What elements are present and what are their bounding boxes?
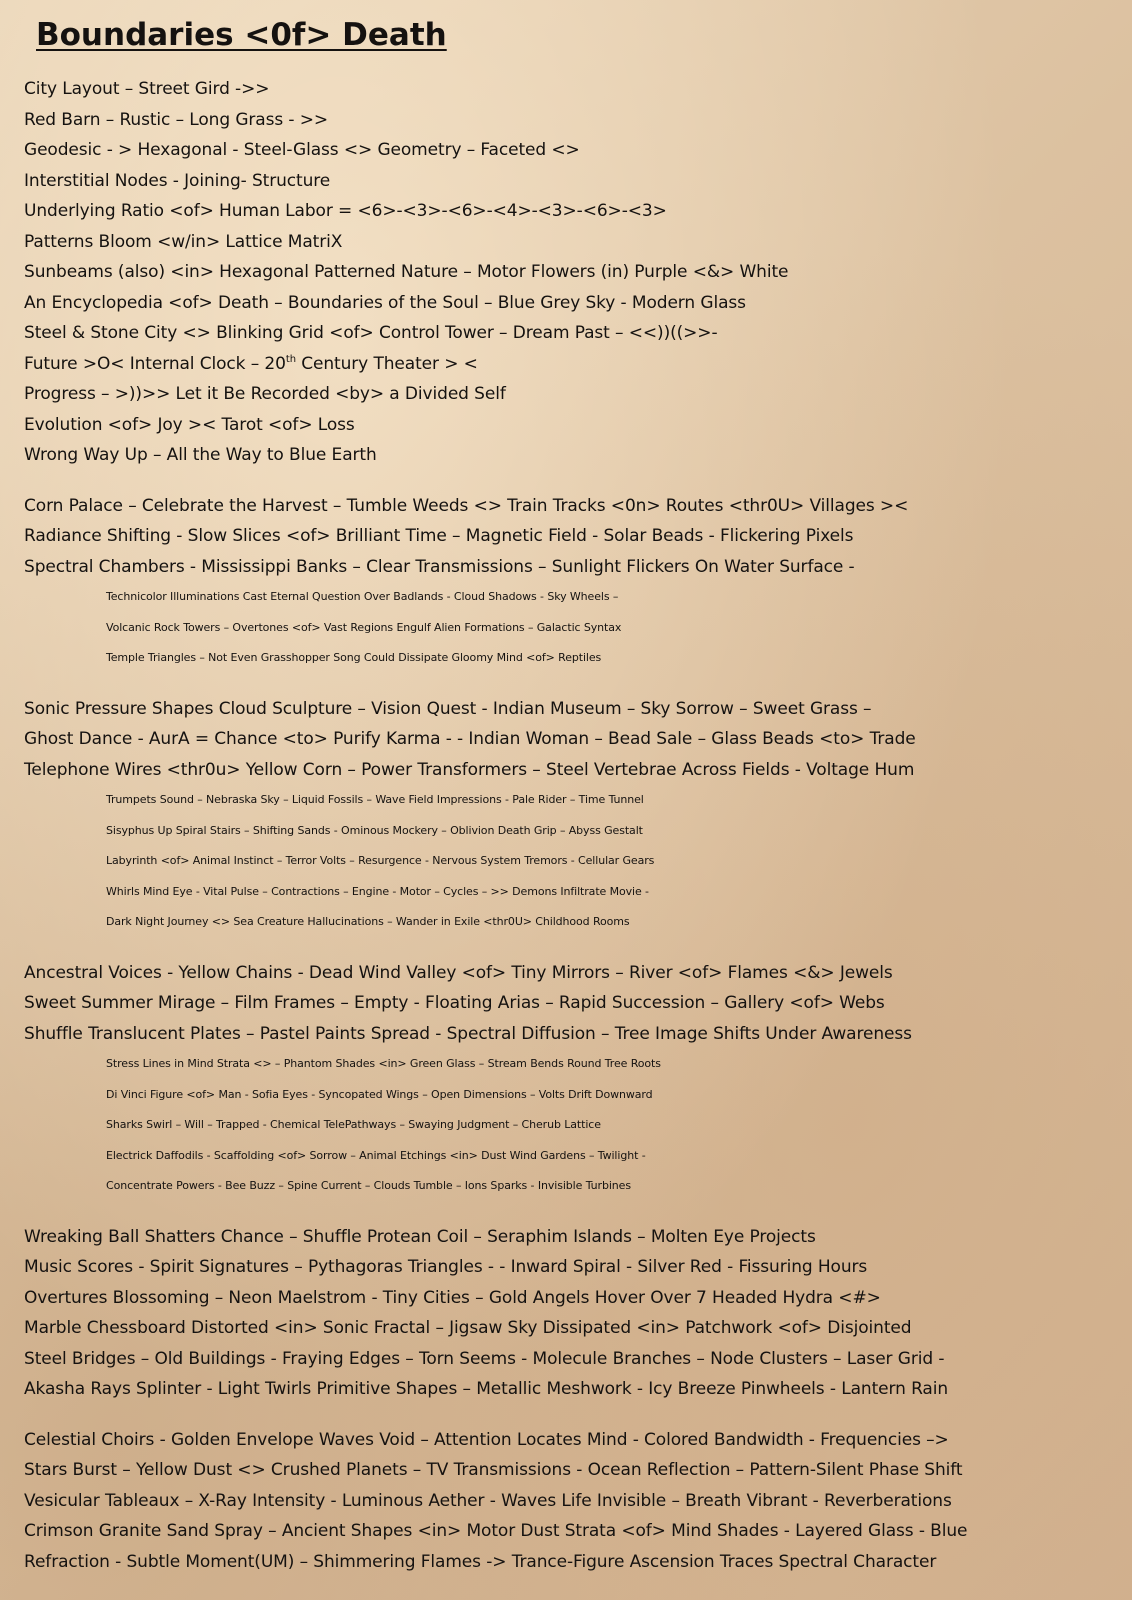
stanza (24, 958, 1112, 1202)
ordinal-superscript: th (285, 353, 296, 365)
line-text: Progress – >))>> Let it Be Recorded <by> a Divided Self (24, 384, 506, 404)
line-text: Future >O< Internal Clock – 20 (24, 353, 286, 374)
poem-line (24, 166, 1112, 197)
line-text: Radiance Shifting - Slow Slices <of> Brilliant Time – Magnetic Field - Solar Beads - Flickering Pixels (24, 526, 854, 546)
line-text: Steel Bridges – Old Buildings - Fraying Edges – Torn Seems - Molecule Branches – Node Clusters – Laser Grid - (24, 1348, 945, 1369)
line-text: Vesicular Tableaux – X-Ray Intensity - Luminous Aether - Waves Life Invisible – Breath Vibrant - Reverberations (24, 1490, 952, 1511)
poem-line (24, 196, 1112, 227)
line-text: Overtures Blossoming – Neon Maelstrom - Tiny Cities – Gold Angels Hover Over 7 Headed Hydra <#> (24, 1287, 881, 1308)
poem-line (24, 1252, 1112, 1283)
line-text: Marble Chessboard Distorted <in> Sonic Fractal – Jigsaw Sky Dissipated <in> Patchwork <of> Disjointed (24, 1318, 912, 1338)
poem-line (24, 379, 1112, 410)
stanza (24, 74, 1112, 471)
poem-line (24, 643, 1112, 674)
poem-body (24, 74, 1112, 1577)
line-text: City Layout – Street Gird ->> (24, 79, 270, 99)
poem-line (24, 877, 1112, 908)
poem-line (24, 785, 1112, 816)
poem-line (24, 105, 1112, 136)
poem-line (24, 521, 1112, 552)
line-text: Crimson Granite Sand Spray – Ancient Shapes <in> Motor Dust Strata <of> Mind Shades - Layered Glass - Blue (24, 1521, 968, 1541)
poem-line (24, 816, 1112, 847)
line-text: Shuffle Translucent Plates – Pastel Paints Spread - Spectral Diffusion – Tree Image Shifts Under Awareness (24, 1023, 912, 1044)
poem-line (24, 1283, 1112, 1314)
poem-line (24, 491, 1112, 522)
poem-line (24, 74, 1112, 105)
line-text: Sunbeams (also) <in> Hexagonal Patterned Nature – Motor Flowers (in) Purple <&> White (24, 262, 789, 282)
poem-line (24, 349, 1112, 380)
line-text: Concentrate Powers - Bee Buzz – Spine Current – Clouds Tumble – Ions Sparks - Invisible Turbines (106, 1179, 631, 1192)
line-text: Telephone Wires <thr0u> Yellow Corn – Power Transformers – Steel Vertebrae Across Fields - Voltage Hum (24, 759, 915, 780)
poem-line (24, 1547, 1112, 1578)
poem-line (24, 288, 1112, 319)
line-text: Red Barn – Rustic – Long Grass - >> (24, 109, 329, 130)
line-text: Evolution <of> Joy >< Tarot <of> Loss (24, 414, 355, 435)
line-text: Patterns Bloom <w/in> Lattice MatriX (24, 231, 343, 252)
poem-line (24, 135, 1112, 166)
poem-line (24, 1110, 1112, 1141)
line-text: Akasha Rays Splinter - Light Twirls Primitive Shapes – Metallic Meshwork - Icy Breeze Pinwheels - Lantern Rain (24, 1379, 949, 1399)
line-text: Volcanic Rock Towers – Overtones <of> Vast Regions Engulf Alien Formations – Galactic Syntax (106, 620, 622, 634)
poem-line (24, 1486, 1112, 1517)
line-text: Underlying Ratio <of> Human Labor = <6>-<3>-<6>-<4>-<3>-<6>-<3> (24, 201, 667, 221)
poem-line (24, 1344, 1112, 1375)
line-text: Sonic Pressure Shapes Cloud Sculpture – Vision Quest - Indian Museum – Sky Sorrow – Sweet Grass – (24, 698, 872, 719)
line-text: An Encyclopedia <of> Death – Boundaries of the Soul – Blue Grey Sky - Modern Glass (24, 292, 746, 313)
line-text: Electrick Daffodils - Scaffolding <of> Sorrow – Animal Etchings <in> Dust Wind Gardens – Twilight - (106, 1148, 646, 1162)
stanza (24, 694, 1112, 938)
line-text: Ghost Dance - AurA = Chance <to> Purify Karma - - Indian Woman – Bead Sale – Glass Beads <to> Trade (24, 729, 916, 749)
poem-line (24, 582, 1112, 613)
line-text: Steel & Stone City <> Blinking Grid <of> Control Tower – Dream Past – <<))((>>- (24, 323, 718, 343)
poem-line (24, 1374, 1112, 1405)
line-text: Dark Night Journey <> Sea Creature Hallucinations – Wander in Exile <thr0U> Childhood Rooms (106, 915, 630, 928)
line-text: Spectral Chambers - Mississippi Banks – Clear Transmissions – Sunlight Flickers On Water Surface - (24, 556, 855, 577)
poem-line (24, 1425, 1112, 1456)
poem-line (24, 958, 1112, 989)
line-text: Temple Triangles – Not Even Grasshopper Song Could Dissipate Gloomy Mind <of> Reptiles (106, 651, 602, 664)
line-text: Celestial Choirs - Golden Envelope Waves Void – Attention Locates Mind - Colored Bandwidth - Frequencies –> (24, 1429, 949, 1450)
line-text: Di Vinci Figure <of> Man - Sofia Eyes - Syncopated Wings – Open Dimensions – Volts Drift Downward (106, 1087, 653, 1101)
poem-line (24, 1019, 1112, 1050)
line-text: Sisyphus Up Spiral Stairs – Shifting Sands - Ominous Mockery – Oblivion Death Grip – Abyss Gestalt (106, 823, 643, 837)
line-text: Corn Palace – Celebrate the Harvest – Tumble Weeds <> Train Tracks <0n> Routes <thr0U> Villages >< (24, 495, 909, 516)
line-text: Music Scores - Spirit Signatures – Pythagoras Triangles - - Inward Spiral - Silver Red - Fissuring Hours (24, 1257, 868, 1277)
poem-line (24, 1171, 1112, 1202)
poem-line (24, 257, 1112, 288)
line-text: Sharks Swirl – Will – Trapped - Chemical TelePathways – Swaying Judgment – Cherub Lattice (106, 1118, 601, 1131)
poem-line (24, 694, 1112, 725)
poem-line (24, 227, 1112, 258)
line-text: Trumpets Sound – Nebraska Sky – Liquid Fossils – Wave Field Impressions - Pale Rider – Time Tunnel (106, 793, 644, 806)
poem-line (24, 755, 1112, 786)
poem-line (24, 318, 1112, 349)
poem-line (24, 1080, 1112, 1111)
poem-line (24, 410, 1112, 441)
poem-line (24, 1516, 1112, 1547)
line-text: Wrong Way Up – All the Way to Blue Earth (24, 445, 377, 465)
poem-line (24, 846, 1112, 877)
poem-line (24, 1222, 1112, 1253)
poem-line (24, 613, 1112, 644)
poem-line (24, 1455, 1112, 1486)
line-text: Geodesic - > Hexagonal - Steel-Glass <> Geometry – Faceted <> (24, 140, 580, 160)
line-text: Stars Burst – Yellow Dust <> Crushed Planets – TV Transmissions - Ocean Reflection – Pattern-Silent Phase Shift (24, 1460, 963, 1480)
stanza (24, 1222, 1112, 1405)
stanza (24, 1425, 1112, 1578)
line-text-continued: Century Theater > < (295, 353, 478, 374)
poem-line (24, 1049, 1112, 1080)
poem-line (24, 907, 1112, 938)
line-text: Refraction - Subtle Moment(UM) – Shimmering Flames -> Trance-Figure Ascension Traces Spectral Character (24, 1551, 937, 1572)
poem-line (24, 440, 1112, 471)
poem-line (24, 552, 1112, 583)
poem-line (24, 724, 1112, 755)
line-text: Sweet Summer Mirage – Film Frames – Empty - Floating Arias – Rapid Succession – Gallery <of> Webs (24, 993, 885, 1013)
line-text: Labyrinth <of> Animal Instinct – Terror Volts – Resurgence - Nervous System Tremors - Cellular Gears (106, 854, 655, 867)
line-text: Wreaking Ball Shatters Chance – Shuffle Protean Coil – Seraphim Islands – Molten Eye Projects (24, 1226, 816, 1247)
line-text: Technicolor Illuminations Cast Eternal Question Over Badlands - Cloud Shadows - Sky Wheels – (106, 590, 619, 603)
page-title: Boundaries <0f> Death (36, 17, 447, 53)
line-text: Ancestral Voices - Yellow Chains - Dead Wind Valley <of> Tiny Mirrors – River <of> Flames <&> Jewels (24, 962, 893, 983)
poem-line (24, 988, 1112, 1019)
stanza (24, 491, 1112, 674)
line-text: Stress Lines in Mind Strata <> – Phantom Shades <in> Green Glass – Stream Bends Round Tree Roots (106, 1057, 661, 1070)
poem-line (24, 1313, 1112, 1344)
poem-line (24, 1141, 1112, 1172)
line-text: Whirls Mind Eye - Vital Pulse – Contractions – Engine - Motor – Cycles – >> Demons Infiltrate Movie - (106, 884, 649, 898)
line-text: Interstitial Nodes - Joining- Structure (24, 170, 331, 191)
